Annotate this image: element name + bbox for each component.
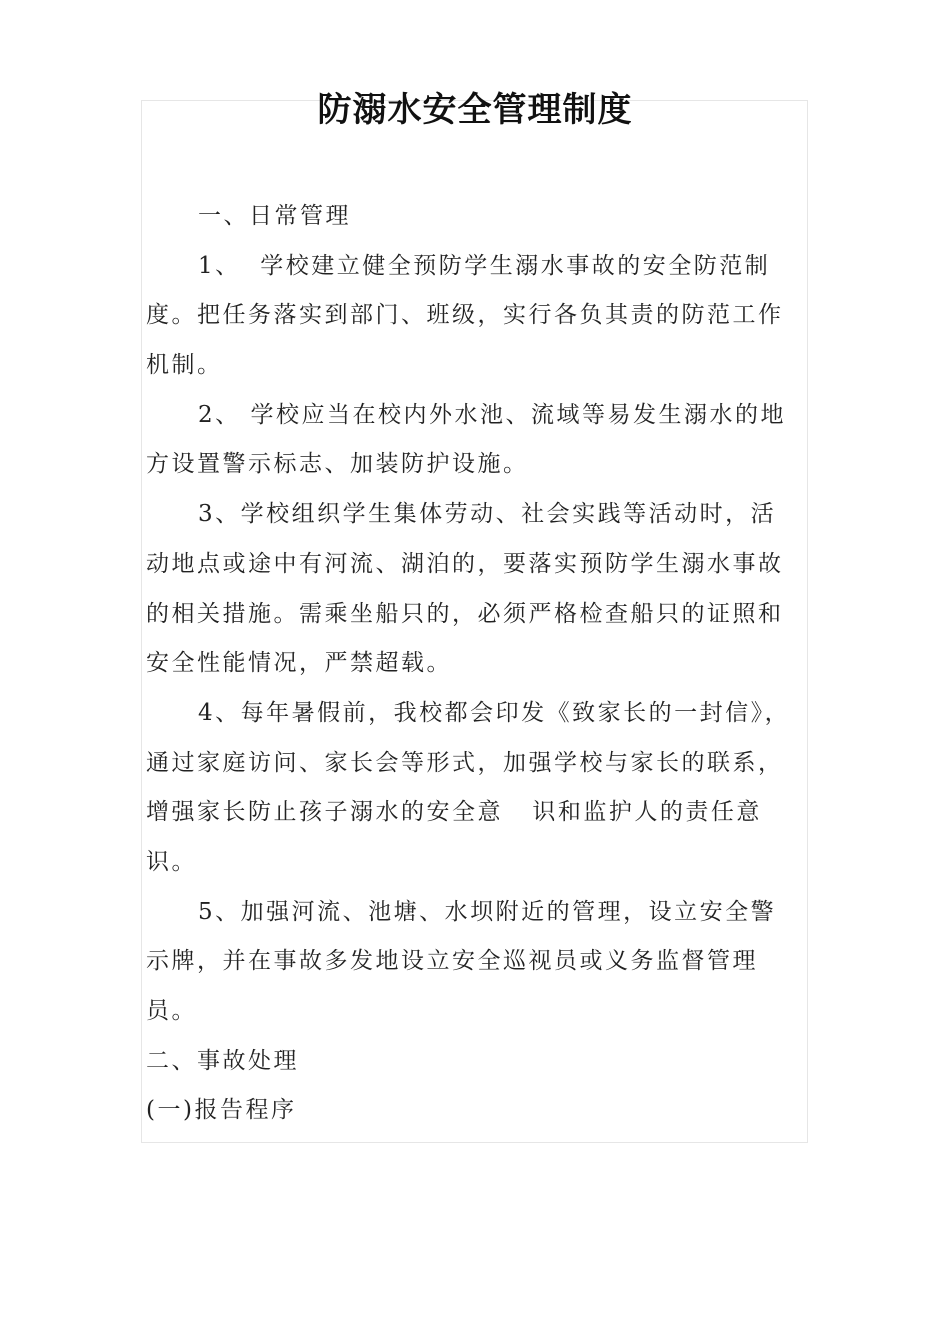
paragraph-line: 2、 学校应当在校内外水池、流域等易发生溺水的地 (198, 401, 786, 428)
paragraph-line: 度。把任务落实到部门、班级，实行各负其责的防范工作 (146, 302, 784, 329)
paragraph-line: 增强家长防止孩子溺水的安全意 识和监护人的责任意 (146, 799, 762, 826)
paragraph-line: 识。 (146, 848, 197, 875)
paragraph-line: 的相关措施。需乘坐船只的，必须严格检查船只的证照和 (146, 600, 784, 627)
paragraph-line: 安全性能情况，严禁超载。 (146, 650, 452, 677)
section-heading-daily-management: 一、日常管理 (198, 203, 351, 229)
paragraph-line: 3、学校组织学生集体劳动、社会实践等活动时，活 (198, 501, 777, 528)
section-heading-accident-handling: 二、事故处理 (146, 1047, 299, 1074)
document-body (146, 192, 791, 1136)
paragraph-line: 5、加强河流、池塘、水坝附近的管理，设立安全警 (198, 898, 777, 925)
paragraph-line: 方设置警示标志、加装防护设施。 (146, 451, 529, 478)
document-title: 防溺水安全管理制度 (317, 90, 633, 130)
subsection-heading-reporting-procedure: (一)报告程序 (146, 1097, 297, 1124)
paragraph-line: 员。 (146, 998, 197, 1024)
paragraph-line: 机制。 (146, 352, 223, 379)
paragraph-line: 1、 学校建立健全预防学生溺水事故的安全防范制 (198, 252, 771, 279)
paragraph-line: 4、每年暑假前，我校都会印发《致家长的一封信》， (198, 699, 791, 726)
paragraph-line: 示牌，并在事故多发地设立安全巡视员或义务监督管理 (146, 948, 758, 975)
paragraph-line: 通过家庭访问、家长会等形式，加强学校与家长的联系， (146, 749, 784, 776)
paragraph-line: 动地点或途中有河流、湖泊的，要落实预防学生溺水事故 (146, 550, 784, 577)
